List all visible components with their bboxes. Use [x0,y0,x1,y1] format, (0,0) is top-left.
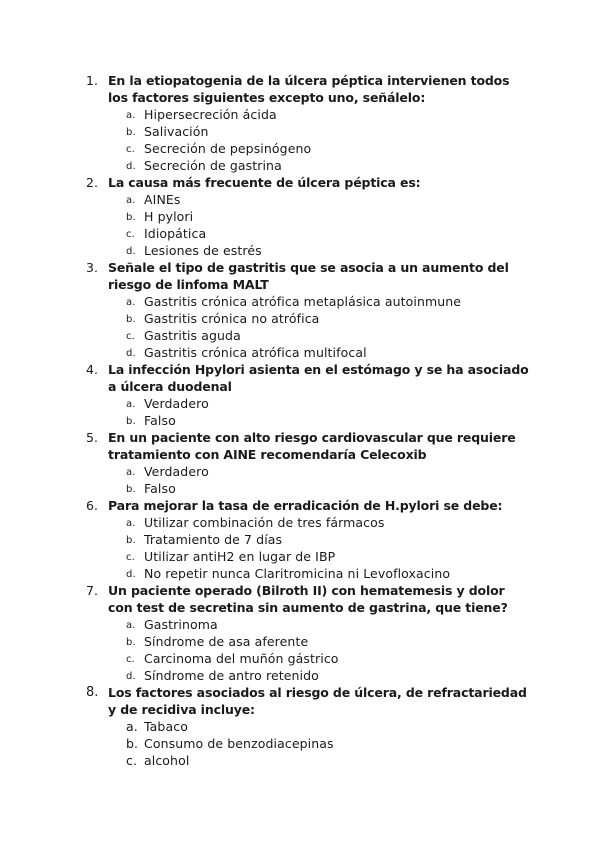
question-text: Un paciente operado (Bilroth II) con hematemesis y dolor con test de secretina sin aumento de gastrina, que tiene? [108,583,508,615]
option-text: Tratamiento de 7 días [144,532,283,547]
answer-option [0,242,600,259]
option-letter: d. [126,569,136,580]
answer-option [0,548,600,565]
option-text: Idiopática [144,226,207,241]
answer-option [0,667,600,684]
option-text: Falso [144,481,176,496]
question-item [0,174,600,191]
answer-option [0,463,600,480]
question-options [0,718,600,769]
answer-option [0,480,600,497]
option-letter: b. [126,314,136,325]
option-letter: b. [126,212,136,223]
option-letter: c. [126,331,135,342]
option-letter: b. [126,484,136,495]
option-text: AINEs [144,192,181,207]
question-item [0,429,600,463]
option-text: Gastritis crónica no atrófica [144,311,320,326]
answer-option [0,157,600,174]
option-text: Hipersecreción ácida [144,107,277,122]
question-number: 7. [86,583,98,598]
answer-option [0,718,600,735]
answer-option [0,395,600,412]
question-number: 3. [86,260,98,275]
option-text: Síndrome de asa aferente [144,634,309,649]
answer-option [0,616,600,633]
question-number: 1. [86,73,98,88]
option-letter: b. [126,637,136,648]
option-text: Verdadero [144,464,209,479]
answer-option [0,140,600,157]
answer-option [0,735,600,752]
option-text: Tabaco [144,719,188,734]
option-letter: c. [126,144,135,155]
option-text: Utilizar antiH2 en lugar de IBP [144,549,336,564]
option-letter: d. [126,348,136,359]
answer-option [0,208,600,225]
option-text: Gastritis aguda [144,328,241,343]
question-number: 6. [86,498,98,513]
question-item [0,582,600,616]
answer-option [0,752,600,769]
option-letter: b. [126,535,136,546]
option-text: Salivación [144,124,209,139]
option-letter: a. [126,297,136,308]
question-text: La infección Hpylori asienta en el estómago y se ha asociado a úlcera duodenal [108,362,529,394]
question-item [0,361,600,395]
option-letter: a. [126,719,138,734]
option-letter: b. [126,416,136,427]
question-number: 4. [86,362,98,377]
question-number: 5. [86,430,98,445]
option-text: Gastrinoma [144,617,218,632]
option-letter: d. [126,246,136,257]
answer-option [0,106,600,123]
answer-option [0,633,600,650]
option-letter: c. [126,552,135,563]
question-text: Los factores asociados al riesgo de úlcera, de refractariedad y de recidiva incluye: [108,685,527,717]
question-text: La causa más frecuente de úlcera péptica es: [108,175,421,190]
option-text: H pylori [144,209,194,224]
option-letter: c. [126,229,135,240]
option-letter: a. [126,195,136,206]
answer-option [0,327,600,344]
option-text: Utilizar combinación de tres fármacos [144,515,385,530]
option-letter: d. [126,671,136,682]
option-text: Síndrome de antro retenido [144,668,319,683]
option-letter: a. [126,620,136,631]
answer-option [0,310,600,327]
option-text: No repetir nunca Claritromicina ni Levofloxacino [144,566,451,581]
answer-option [0,293,600,310]
answer-option [0,650,600,667]
question-text: En un paciente con alto riesgo cardiovascular que requiere tratamiento con AINE recomendaría Celecoxib [108,430,516,462]
option-text: alcohol [144,753,190,768]
question-text: Señale el tipo de gastritis que se asocia a un aumento del riesgo de linfoma MALT [108,260,509,292]
answer-option [0,514,600,531]
question-item [0,72,600,106]
option-letter: a. [126,467,136,478]
option-letter: a. [126,399,136,410]
question-text: Para mejorar la tasa de erradicación de H.pylori se debe: [108,498,503,513]
question-item [0,497,600,514]
option-letter: a. [126,110,136,121]
answer-option [0,123,600,140]
question-number: 2. [86,175,98,190]
question-text: En la etiopatogenia de la úlcera péptica intervienen todos los factores siguientes excepto uno, señálelo: [108,73,510,105]
option-letter: b. [126,736,139,751]
option-text: Verdadero [144,396,209,411]
answer-option [0,225,600,242]
option-letter: b. [126,127,136,138]
answer-option [0,191,600,208]
answer-option [0,412,600,429]
option-text: Falso [144,413,176,428]
question-item [0,684,600,718]
option-text: Gastritis crónica atrófica metaplásica autoinmune [144,294,462,309]
option-text: Secreción de gastrina [144,158,282,173]
option-text: Gastritis crónica atrófica multifocal [144,345,367,360]
option-text: Consumo de benzodiacepinas [144,736,334,751]
question-item [0,259,600,293]
option-letter: c. [126,753,138,768]
answer-option [0,344,600,361]
option-letter: a. [126,518,136,529]
answer-option [0,531,600,548]
question-list [0,72,600,769]
answer-option [0,565,600,582]
option-letter: c. [126,654,135,665]
option-letter: d. [126,161,136,172]
option-text: Carcinoma del muñón gástrico [144,651,339,666]
option-text: Secreción de pepsinógeno [144,141,312,156]
question-number: 8. [86,685,99,700]
option-text: Lesiones de estrés [144,243,262,258]
